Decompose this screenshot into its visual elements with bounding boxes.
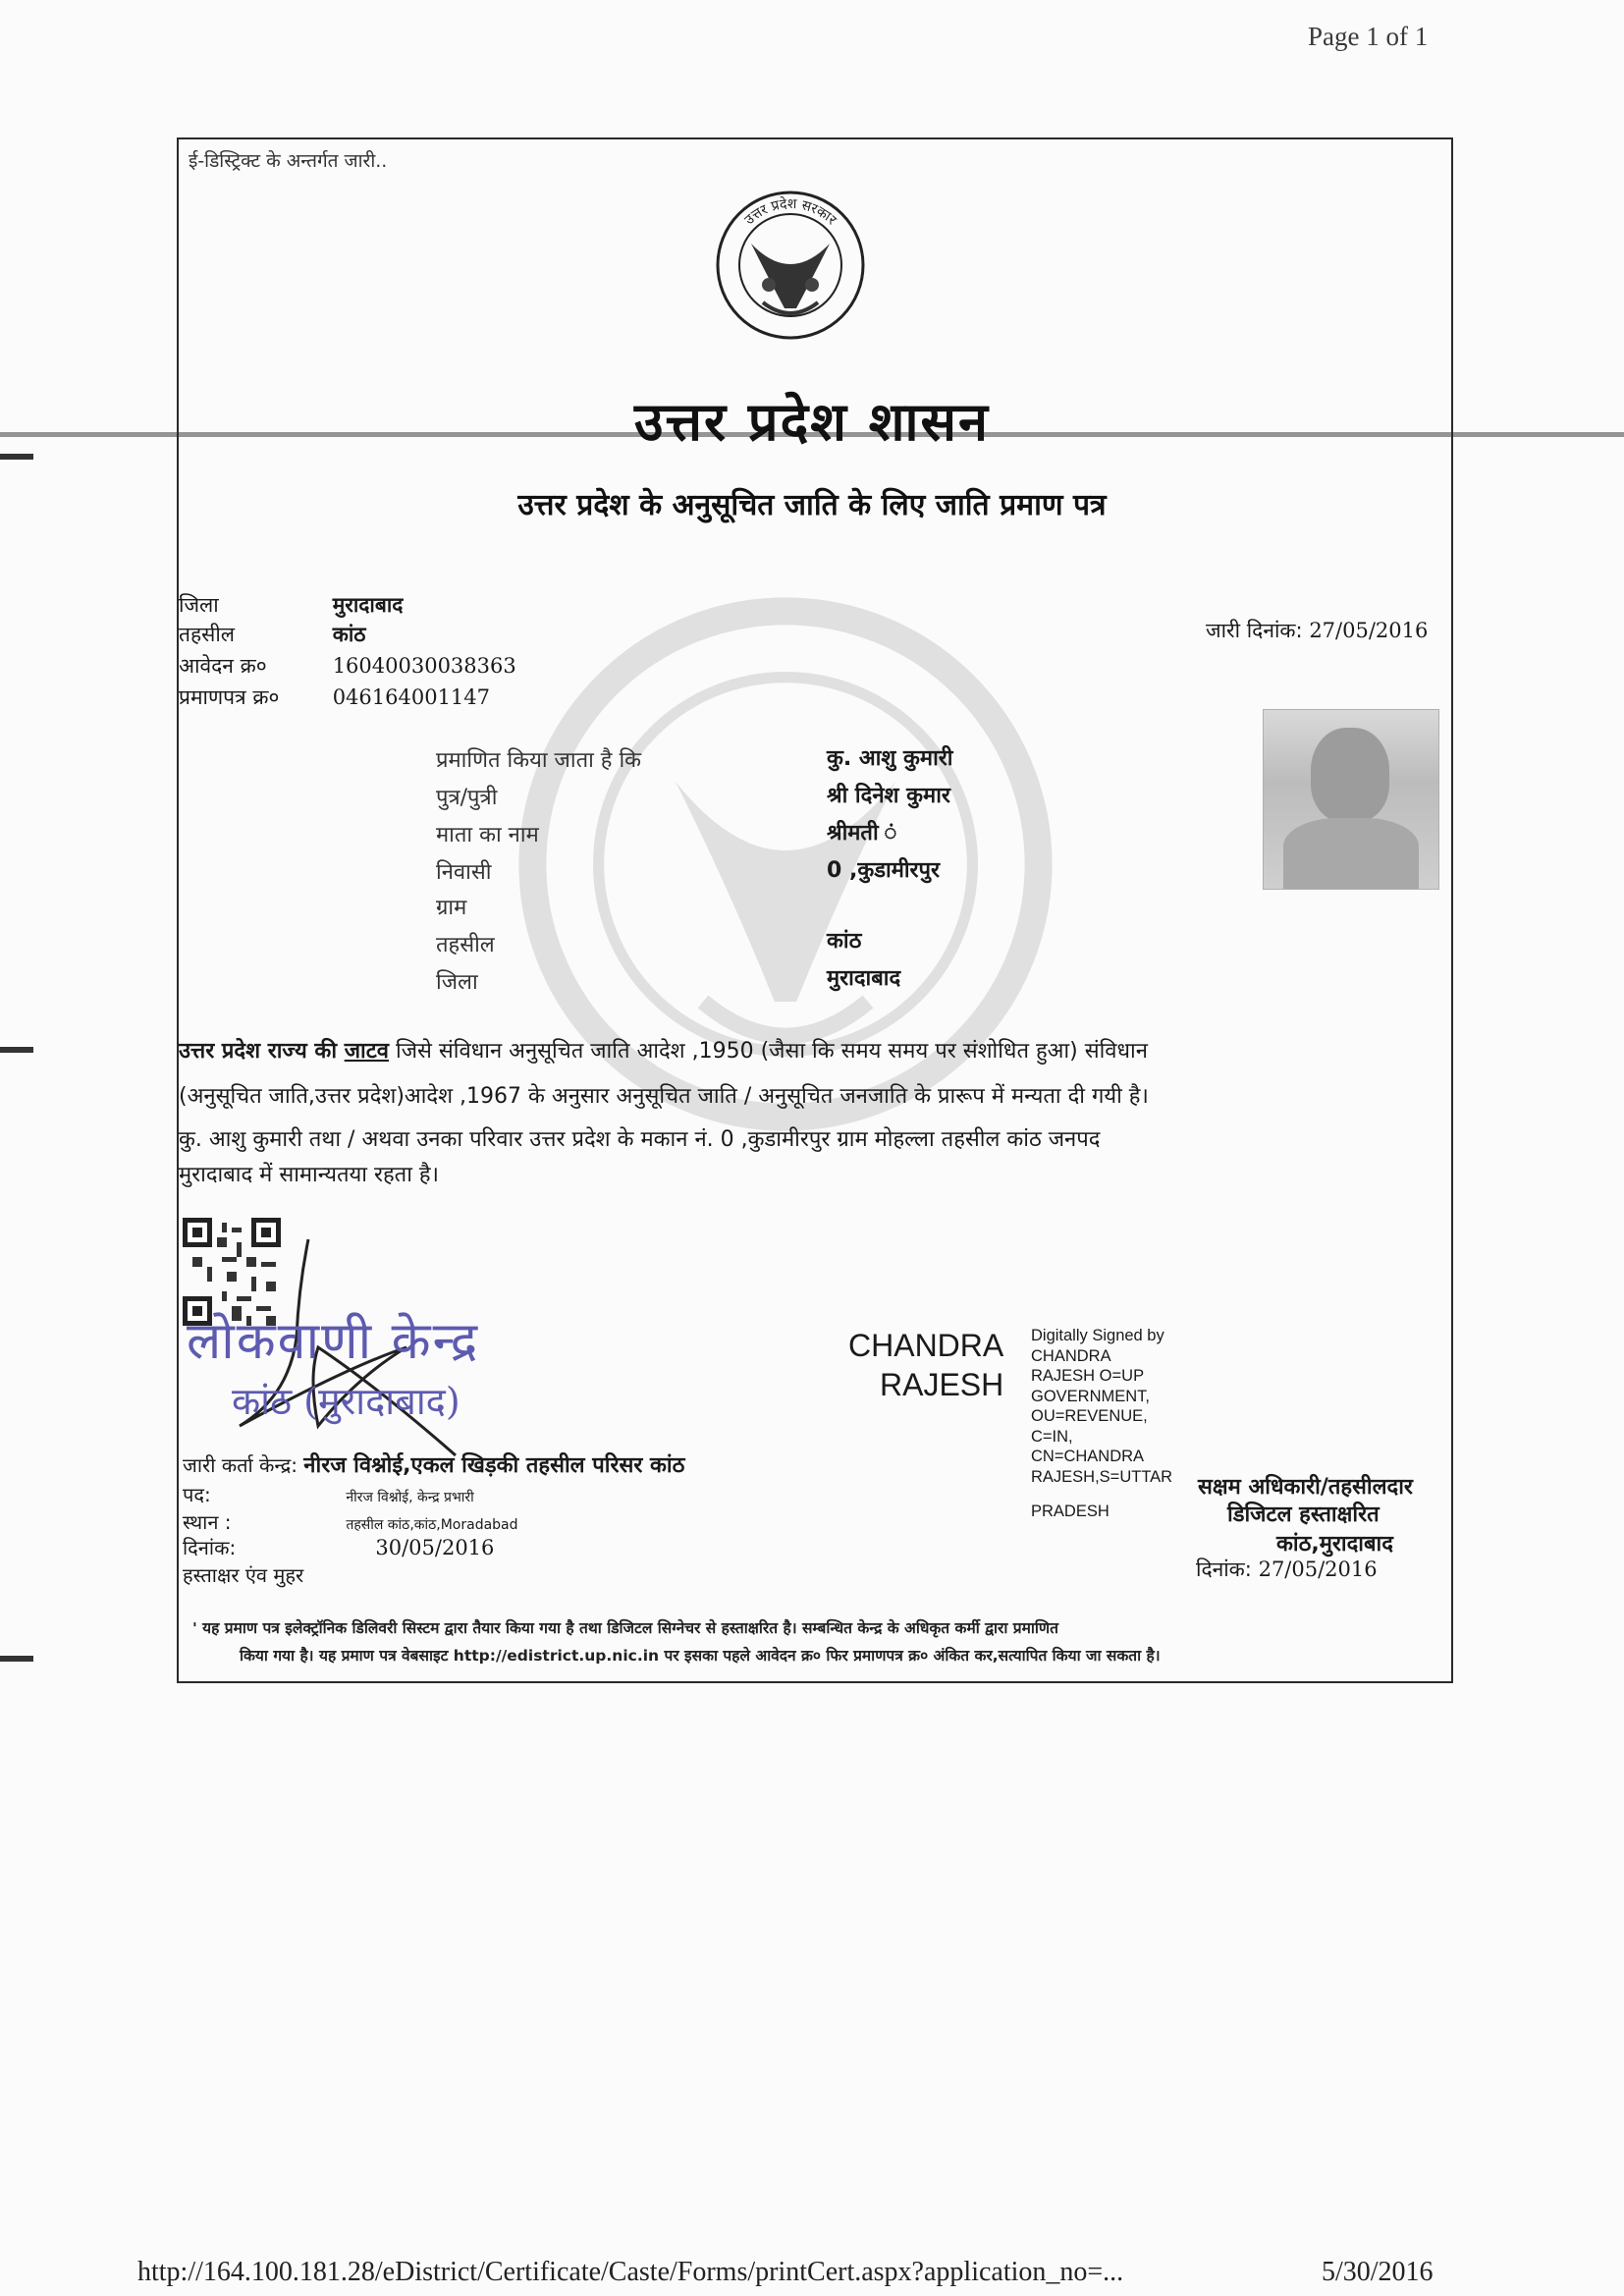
stamp-line-2: कांठ (मुरादाबाद) xyxy=(232,1380,460,1423)
issuer-post-label: पद: xyxy=(183,1483,211,1506)
government-title: उत्तर प्रदेश शासन xyxy=(634,391,990,453)
stamp-line-1: लोकवाणी केन्द्र xyxy=(187,1312,480,1371)
paragraph-line-1 xyxy=(179,1033,1465,1070)
paragraph-line-3: कु. आशु कुमारी तथा / अथवा उनका परिवार उत्तर प्रदेश के मकान नं. 0 ,कुडामीरपुर ग्राम मोहल्ला तहसील कांठ जनपद xyxy=(179,1127,1101,1152)
issuer-date-label: दिनांक: xyxy=(183,1536,237,1559)
digital-signer-name xyxy=(848,1326,1003,1404)
authority-place: कांठ,मुरादाबाद xyxy=(1276,1532,1393,1557)
application-label: आवेदन क्र० xyxy=(179,654,267,678)
issuer-center-row xyxy=(183,1449,684,1479)
photo-face xyxy=(1311,728,1389,822)
resident-value: 0 ,कुडामीरपुर xyxy=(827,858,941,883)
issuer-date-value: 30/05/2016 xyxy=(375,1536,495,1559)
tehsil-label: तहसील xyxy=(179,623,235,646)
issue-date-value: 27/05/2016 xyxy=(1309,619,1429,642)
punch-mark xyxy=(0,1047,33,1053)
photo-body xyxy=(1283,818,1419,889)
mother-label: माता का नाम xyxy=(436,823,539,847)
dsig-line: RAJESH O=UP xyxy=(1031,1367,1145,1385)
detail-district-label: जिला xyxy=(436,970,478,995)
resident-label: निवासी xyxy=(436,860,492,885)
certificate-number-label: प्रमाणपत्र क्र० xyxy=(179,685,280,709)
issuer-center-value: नीरज विश्नोई,एकल खिड़की तहसील परिसर कांठ xyxy=(303,1453,685,1478)
up-government-emblem xyxy=(712,187,869,344)
parent-value: श्री दिनेश कुमार xyxy=(827,784,950,808)
certificate-number: 046164001147 xyxy=(332,685,491,709)
footer-note xyxy=(192,1614,1459,1669)
issuer-place-label: स्थान : xyxy=(183,1510,232,1534)
certificate-title: उत्तर प्रदेश के अनुसूचित जाति के लिए जाति प्रमाण पत्र xyxy=(517,488,1107,522)
meta-district-row xyxy=(179,591,403,619)
print-url: http://164.100.181.28/eDistrict/Certificate/Caste/Forms/printCert.aspx?application_no=... xyxy=(137,2257,1124,2287)
issuer-post-value: नीरज विश्नोई, केन्द्र प्रभारी xyxy=(346,1490,474,1505)
authority-date-value: 27/05/2016 xyxy=(1258,1558,1378,1581)
issue-date-label: जारी दिनांक: xyxy=(1206,619,1303,642)
detail-tehsil-label: तहसील xyxy=(436,933,495,957)
issue-date xyxy=(1206,617,1428,644)
authority-digital: डिजिटल हस्ताक्षरित xyxy=(1227,1503,1380,1527)
parent-label: पुत्र/पुत्री xyxy=(436,786,498,810)
emblem-text: उत्तर प्रदेश सरकार xyxy=(741,195,839,229)
paragraph-line1-a: उत्तर प्रदेश राज्य की xyxy=(179,1039,345,1064)
authority-date-label: दिनांक: xyxy=(1196,1558,1252,1581)
footer-note-line-1: ' यह प्रमाण पत्र इलेक्ट्रॉनिक डिलिवरी सिस्टम द्वारा तैयार किया गया है तथा डिजिटल सिग्नेचर से हस्ताक्षरित है। सम्बन्धित केन्द्र के अधिकृत कर्मी द्वारा प्रमाणित xyxy=(192,1619,1058,1637)
certified-value: कु. आशु कुमारी xyxy=(827,746,953,771)
meta-certificate-row xyxy=(179,683,490,711)
issuer-place-row xyxy=(183,1508,518,1535)
dsig-line: CN=CHANDRA xyxy=(1031,1448,1145,1465)
caste-name: जाटव xyxy=(344,1039,390,1064)
signer-name-line-2: RAJESH xyxy=(879,1367,1004,1402)
punch-mark xyxy=(0,1656,33,1662)
meta-application-row xyxy=(179,652,516,680)
dsig-line: Digitally Signed by xyxy=(1031,1327,1164,1344)
paragraph-line-4: मुरादाबाद में सामान्यतया रहता है। xyxy=(179,1163,439,1187)
mother-value: श्रीमती ं xyxy=(827,821,897,846)
dsig-line: RAJESH,S=UTTAR xyxy=(1031,1467,1173,1486)
signer-name-line-1: CHANDRA xyxy=(848,1328,1004,1363)
dsig-line: GOVERNMENT, xyxy=(1031,1387,1151,1405)
district-label: जिला xyxy=(179,593,219,617)
issuer-post-row xyxy=(183,1481,474,1507)
village-label: ग्राम xyxy=(436,896,467,920)
dsig-line: C=IN, xyxy=(1031,1427,1073,1446)
edistrict-note: ई-डिस्ट्रिक्ट के अन्तर्गत जारी.. xyxy=(189,150,388,172)
issuer-sign-label: हस्ताक्षर एंव मुहर xyxy=(183,1563,304,1587)
footer-note-line-2: किया गया है। यह प्रमाण पत्र वेबसाइट http://edistrict.up.nic.in पर इसका पहले आवेदन क्र० फिर प्रमाणपत्र क्र० अंकित कर,सत्यापित किया जा सकता है। xyxy=(240,1647,1161,1665)
issuer-center-label: जारी कर्ता केन्द्र: xyxy=(183,1453,298,1477)
detail-district-value: मुरादाबाद xyxy=(827,966,901,991)
dsig-line-pradesh: PRADESH xyxy=(1031,1503,1110,1520)
issuer-date-row xyxy=(183,1534,494,1560)
print-date: 5/30/2016 xyxy=(1322,2257,1434,2287)
authority-title: सक्षम अधिकारी/तहसीलदार xyxy=(1198,1475,1413,1500)
dsig-line: CHANDRA xyxy=(1031,1346,1111,1365)
paragraph-line1-b: जिसे संविधान अनुसूचित जाति आदेश ,1950 (जैसा कि समय समय पर संशोधित हुआ) संविधान xyxy=(389,1039,1148,1064)
application-number: 16040030038363 xyxy=(332,654,516,678)
digital-signature-details xyxy=(1031,1326,1172,1487)
district-value: मुरादाबाद xyxy=(332,593,404,617)
meta-tehsil-row xyxy=(179,621,365,648)
detail-tehsil-value: कांठ xyxy=(827,929,862,954)
dsig-line: OU=REVENUE, xyxy=(1031,1407,1148,1425)
certified-label: प्रमाणित किया जाता है कि xyxy=(436,748,642,773)
tehsil-value: कांठ xyxy=(332,623,366,646)
authority-date xyxy=(1196,1556,1378,1583)
applicant-photo xyxy=(1263,709,1439,890)
issuer-place-value: तहसील कांठ,कांठ,Moradabad xyxy=(346,1517,518,1533)
page-number: Page 1 of 1 xyxy=(1308,22,1429,51)
paragraph-line-2: (अनुसूचित जाति,उत्तर प्रदेश)आदेश ,1967 के अनुसार अनुसूचित जाति / अनुसूचित जनजाति के प्रारूप में मन्यता दी गयी है। xyxy=(179,1084,1149,1109)
